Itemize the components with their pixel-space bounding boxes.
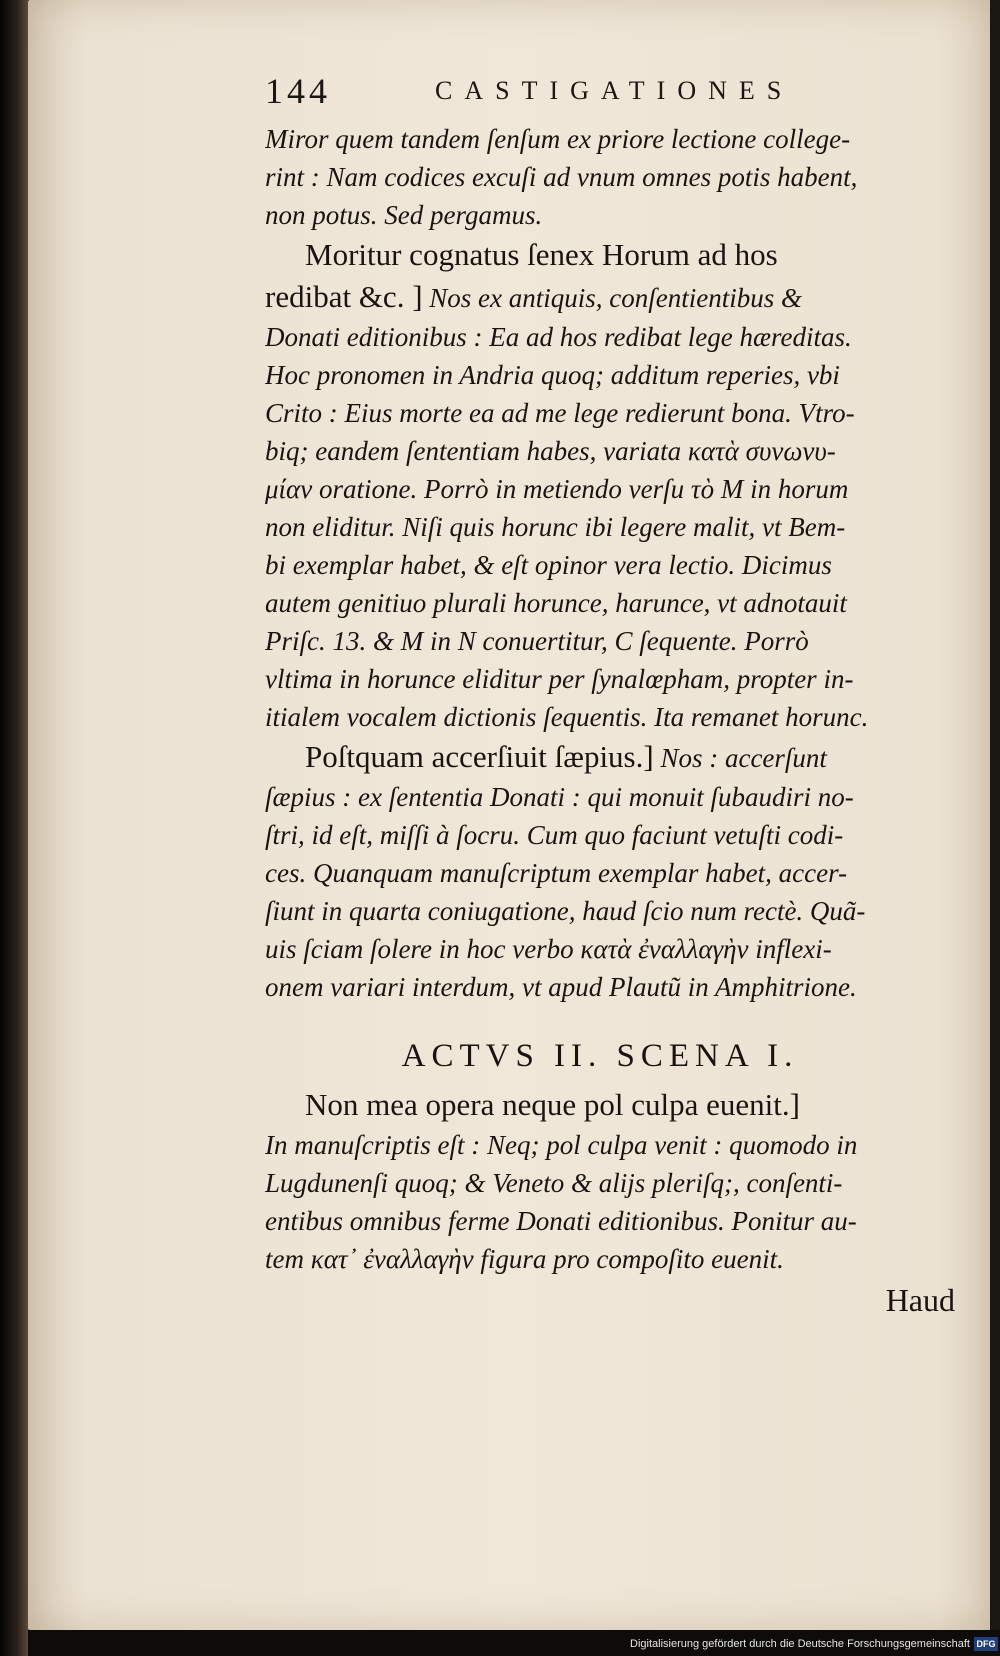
text-line: ſæpius : ex ſententia Donati : qui monuit ſubaudiri no- — [265, 782, 854, 812]
text-line: μίαν oratione. Porrò in metiendo verſu τὸ M in horum — [265, 474, 849, 504]
lemma-text: redibat &c. ] — [265, 279, 423, 314]
act-heading: ACTVS II. SCENA I. — [401, 1038, 799, 1074]
page-text — [265, 120, 965, 1322]
text-line: bi exemplar habet, & eſt opinor vera lectio. Dicimus — [265, 550, 832, 580]
lemma-text: Poſtquam accerſiuit ſæpius.] — [305, 739, 654, 774]
text-line: onem variari interdum, vt apud Plautũ in Amphitrione. — [265, 972, 857, 1002]
text-line: vltima in horunce eliditur per ſynalœpham, propter in- — [265, 664, 854, 694]
text-line: entibus omnibus ferme Donati editionibus. Ponitur au- — [265, 1206, 857, 1236]
lemma-line: Non mea opera neque pol culpa euenit.] — [305, 1087, 800, 1122]
digitization-credit: Digitalisierung gefördert durch die Deutsche Forschungsgemeinschaft — [630, 1638, 970, 1650]
catchword: Haud — [885, 1282, 955, 1318]
dfg-logo: DFG — [974, 1637, 998, 1651]
text-line: autem genitiuo plurali horunce, harunce, vt adnotauit — [265, 588, 847, 618]
text-line: In manuſcriptis eſt : Neq; pol culpa venit : quomodo in — [265, 1130, 858, 1160]
text-line: Priſc. 13. & M in N conuertitur, C ſequente. Porrò — [265, 626, 809, 656]
comment-text: Nos : accerſunt — [653, 743, 827, 773]
text-line: ces. Quanquam manuſcriptum exemplar habet, accer- — [265, 858, 848, 888]
text-line: Hoc pronomen in Andria quoq; additum reperies, vbi — [265, 360, 840, 390]
scan-left-edge — [0, 0, 28, 1656]
text-line: ſiunt in quarta coniugatione, haud ſcio num rectè. Quã- — [265, 896, 866, 926]
text-line: non eliditur. Niſi quis horunc ibi legere malit, vt Bem- — [265, 512, 846, 542]
text-line: itialem vocalem dictionis ſequentis. Ita remanet horunc. — [265, 702, 869, 732]
text-line: rint : Nam codices excuſi ad vnum omnes potis habent, — [265, 162, 858, 192]
running-head: CASTIGATIONES — [435, 76, 794, 105]
text-line: Crito : Eius morte ea ad me lege redierunt bona. Vtro- — [265, 398, 855, 428]
lemma-line: Moritur cognatus ſenex Horum ad hos — [305, 237, 778, 272]
text-line: ſtri, id eſt, miſſi à ſocru. Cum quo faciunt vetuſti codi- — [265, 820, 844, 850]
text-line: tem κατ᾽ ἐναλλαγὴν figura pro compoſito euenit. — [265, 1244, 784, 1274]
scan-right-edge — [990, 0, 1000, 1630]
page-number: 144 — [265, 71, 331, 111]
text-line: Miror quem tandem ſenſum ex priore lectione college- — [265, 124, 851, 154]
comment-text: Nos ex antiquis, conſentientibus & — [422, 283, 802, 313]
text-line: Lugdunenſi quoq; & Veneto & alijs pleriſq;, conſenti- — [265, 1168, 843, 1198]
text-line — [265, 276, 965, 318]
text-line — [265, 736, 965, 778]
text-line: Donati editionibus : Ea ad hos redibat lege hæreditas. — [265, 322, 852, 352]
text-line: biq; eandem ſententiam habes, variata κατὰ συνωνυ- — [265, 436, 836, 466]
page-header — [265, 70, 855, 110]
text-line: uis ſciam ſolere in hoc verbo κατὰ ἐναλλαγὴν inflexi- — [265, 934, 832, 964]
text-line: non potus. Sed pergamus. — [265, 200, 543, 230]
